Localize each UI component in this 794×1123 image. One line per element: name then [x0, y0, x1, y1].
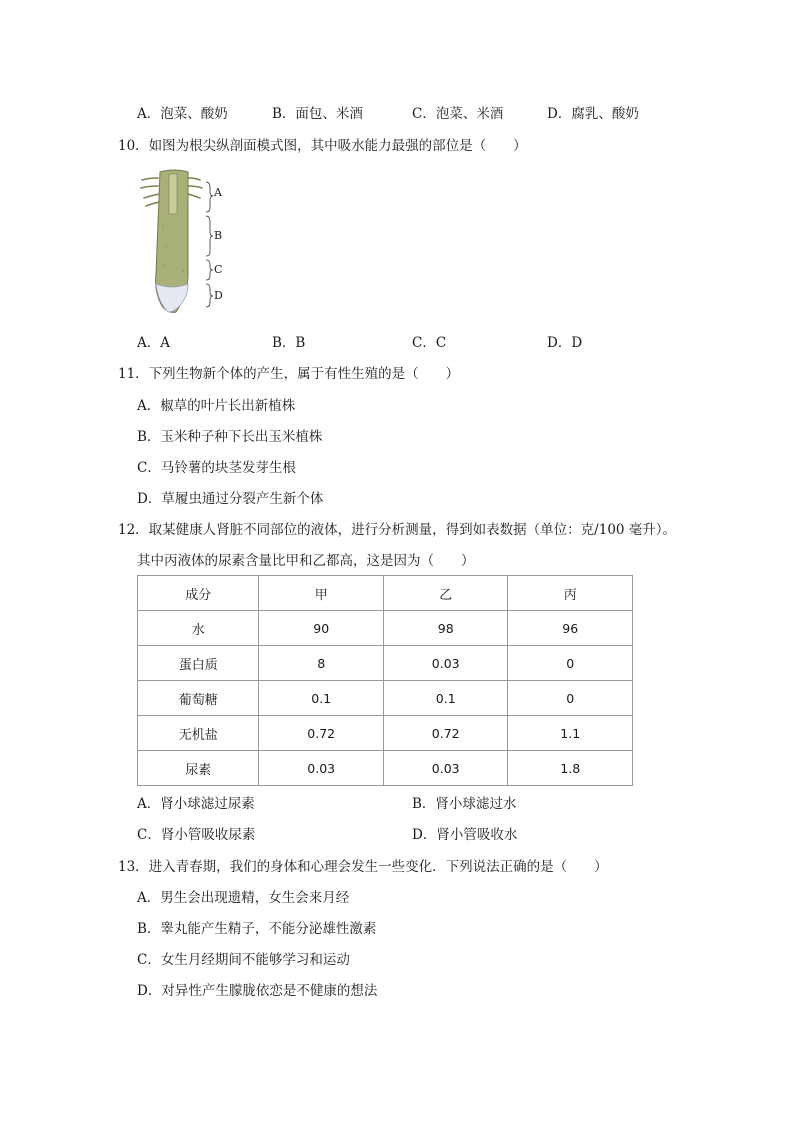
table-cell: 1.8 — [508, 751, 633, 786]
q9-option-a: A．泡菜、酸奶 — [137, 106, 228, 122]
table-header-row — [138, 576, 633, 611]
q12-stem-continued: 其中丙液体的尿素含量比甲和乙都高，这是因为（ ） — [137, 553, 475, 569]
table-header: 丙 — [508, 576, 633, 611]
table-cell: 8 — [259, 646, 384, 681]
table-row — [138, 611, 633, 646]
table-header: 甲 — [259, 576, 384, 611]
table-cell: 0 — [508, 681, 633, 716]
table-cell: 0.03 — [383, 751, 508, 786]
table-header: 乙 — [383, 576, 508, 611]
table-cell: 0.72 — [383, 716, 508, 751]
table-cell: 0 — [508, 646, 633, 681]
table-cell: 0.1 — [259, 681, 384, 716]
q10-stem: 10．如图为根尖纵剖面模式图，其中吸水能力最强的部位是（ ） — [118, 138, 527, 154]
table-cell: 90 — [259, 611, 384, 646]
table-cell: 0.03 — [259, 751, 384, 786]
table-cell: 无机盐 — [138, 716, 259, 751]
kidney-fluid-table — [137, 575, 633, 786]
q13-stem: 13．进入青春期，我们的身体和心理会发生一些变化．下列说法正确的是（ ） — [118, 859, 608, 875]
table-cell: 葡萄糖 — [138, 681, 259, 716]
table-row — [138, 716, 633, 751]
q11-stem: 11．下列生物新个体的产生，属于有性生殖的是（ ） — [118, 366, 460, 382]
table-cell: 1.1 — [508, 716, 633, 751]
table-cell: 尿素 — [138, 751, 259, 786]
q13-option-c: C．女生月经期间不能够学习和运动 — [137, 952, 350, 968]
q11-option-a: A．椒草的叶片长出新植株 — [137, 398, 296, 414]
q10-option-c: C．C — [412, 335, 447, 351]
q9-option-c: C．泡菜、米酒 — [412, 106, 504, 122]
table-row — [138, 751, 633, 786]
figure-label-c: C — [214, 263, 223, 276]
q12-option-d: D．肾小管吸收水 — [412, 827, 518, 843]
table-cell: 98 — [383, 611, 508, 646]
table-header: 成分 — [138, 576, 259, 611]
table-cell: 0.1 — [383, 681, 508, 716]
q10-option-b: B．B — [272, 335, 306, 351]
q9-option-d: D．腐乳、酸奶 — [547, 106, 639, 122]
q13-option-b: B．睾丸能产生精子，不能分泌雄性激素 — [137, 921, 377, 937]
q13-option-a: A．男生会出现遗精，女生会来月经 — [137, 890, 350, 906]
table-cell: 蛋白质 — [138, 646, 259, 681]
q12-option-c: C．肾小管吸收尿素 — [137, 827, 256, 843]
q11-option-d: D．草履虫通过分裂产生新个体 — [137, 491, 324, 507]
table-cell: 96 — [508, 611, 633, 646]
q10-option-a: A．A — [137, 335, 170, 351]
figure-label-b: B — [214, 229, 223, 242]
q12-stem: 12．取某健康人肾脏不同部位的液体，进行分析测量，得到如表数据（单位：克/100 毫升）。 — [118, 522, 677, 538]
table-cell: 0.03 — [383, 646, 508, 681]
q11-option-c: C．马铃薯的块茎发芽生根 — [137, 460, 296, 476]
q13-option-d: D．对异性产生朦胧依恋是不健康的想法 — [137, 983, 378, 999]
table-row — [138, 681, 633, 716]
table-cell: 水 — [138, 611, 259, 646]
q9-option-b: B．面包、米酒 — [272, 106, 363, 122]
q12-option-a: A．肾小球滤过尿素 — [137, 796, 255, 812]
q12-option-b: B．肾小球滤过水 — [412, 796, 517, 812]
q10-option-d: D．D — [547, 335, 583, 351]
table-row — [138, 646, 633, 681]
figure-label-a: A — [214, 186, 222, 199]
table-cell: 0.72 — [259, 716, 384, 751]
figure-label-d: D — [214, 289, 223, 302]
q11-option-b: B．玉米种子种下长出玉米植株 — [137, 429, 323, 445]
